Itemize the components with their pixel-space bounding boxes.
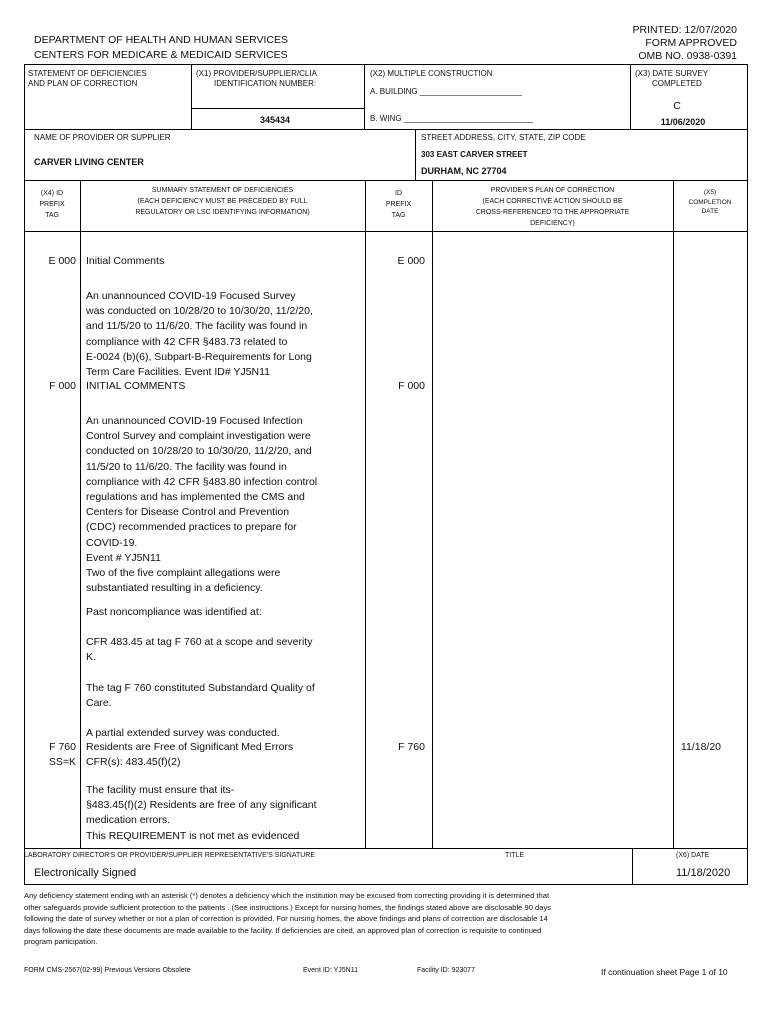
summary-header-3: REGULATORY OR LSC IDENTIFYING INFORMATION) <box>135 209 310 216</box>
cfr-scope-severity: CFR 483.45 at tag F 760 at a scope and severity K. <box>86 636 313 664</box>
printed-date: PRINTED: 12/07/2020 <box>632 24 737 36</box>
f760-title: Residents are Free of Significant Med Errors <box>86 741 294 753</box>
statement-label-2: AND PLAN OF CORRECTION <box>28 79 138 88</box>
survey-completed-date: 11/06/2020 <box>660 117 706 127</box>
id-header-2: PREFIX <box>385 201 412 208</box>
id-header-1: ID <box>395 190 402 197</box>
page-number: If continuation sheet Page 1 of 10 <box>601 967 728 977</box>
agency-name: CENTERS FOR MEDICARE & MEDICAID SERVICES <box>34 49 288 61</box>
past-noncompliance: Past noncompliance was identified at: <box>86 606 262 618</box>
summary-header-1: SUMMARY STATEMENT OF DEFICIENCIES <box>151 187 294 194</box>
plan-header-3: CROSS-REFERENCED TO THE APPROPRIATE <box>475 209 630 216</box>
f760-requirement: The facility must ensure that its- §483.45(f)(2) Residents are free of any significant medication errors. This REQUIREMENT is not met as evidenced <box>86 784 317 842</box>
statement-label-1: STATEMENT OF DEFICIENCIES <box>28 69 147 78</box>
disclaimer: Any deficiency statement ending with an asterisk (*) denotes a deficiency which the institution may be excused from correcting providing it is determined that other safeguards provide sufficient protection to the patients . (See instructions.) Except for nursing homes, the findings stated above are disclosable 90 days following the date of survey whether or not a plan of correction is provided. For nursing homes, the above findings and plans of correction are disclosable 14 days following the date these documents are made available to the facility. If deficiencies are cited, an approved plan of correction is requisite to continued program participation. <box>24 891 552 947</box>
x3-letter: C <box>673 100 681 112</box>
f000-comment: An unannounced COVID-19 Focused Infection Control Survey and complaint investigation were conducted on 10/28/20 to 10/30/20, 11/2/20, and 11/5/20 to 11/6/20. The facility was found in compliance with 42 CFR §483.80 infection control regulations and has implemented the CMS and Centers for Disease Control and Prevention (CDC) recommended practices to prepare for COVID-19. Event # YJ5N11 Two of the five complaint allegations were substantiated resulting in a deficiency. <box>86 415 318 595</box>
id-header-3: TAG <box>391 212 406 219</box>
f760-scope-severity: SS=K <box>48 756 76 768</box>
e000-prefix-tag: E 000 <box>48 255 76 267</box>
e000-comment: An unannounced COVID-19 Focused Survey was conducted on 10/28/20 to 10/30/20, 11/2/20, and 11/5/20 to 11/6/20. The facility was found in compliance with 42 CFR §483.73 related to E-0024 (b)(6), Subpart-B-Requirements for Long Term Care Facilities. Event ID# YJ5N11 <box>86 290 313 379</box>
x5-header-2: COMPLETION <box>688 198 732 206</box>
signature-value: Electronically Signed <box>34 867 137 879</box>
signature-label: LABORATORY DIRECTOR'S OR PROVIDER/SUPPLIER REPRESENTATIVE'S SIGNATURE <box>24 852 316 859</box>
partial-survey: A partial extended survey was conducted. <box>86 727 280 739</box>
f000-title: INITIAL COMMENTS <box>86 380 186 392</box>
x2-building: A. BUILDING _______________________ <box>370 87 523 96</box>
date-label: (X6) DATE <box>676 852 710 859</box>
address-label: STREET ADDRESS, CITY, STATE, ZIP CODE <box>421 133 586 142</box>
provider-id-number: 345434 <box>260 115 291 125</box>
plan-header-4: DEFICIENCY) <box>530 220 575 227</box>
plan-header-1: PROVIDER'S PLAN OF CORRECTION <box>490 187 615 194</box>
address-city: DURHAM, NC 27704 <box>421 166 507 176</box>
provider-name-label: NAME OF PROVIDER OR SUPPLIER <box>34 133 171 142</box>
f760-id-tag: F 760 <box>398 741 425 753</box>
x5-header-1: (X5) <box>703 189 717 196</box>
substandard-care: The tag F 760 constituted Substandard Quality of Care. <box>86 682 315 710</box>
x1-label-2: IDENTIFICATION NUMBER: <box>214 79 317 88</box>
f760-cfr: CFR(s): 483.45(f)(2) <box>86 756 181 768</box>
x5-header-3: DATE <box>701 208 719 215</box>
plan-header-2: (EACH CORRECTIVE ACTION SHOULD BE <box>482 198 623 205</box>
signature-date: 11/18/2020 <box>676 867 731 879</box>
x4-label-1: (X4) ID <box>40 190 64 197</box>
provider-name: CARVER LIVING CENTER <box>34 157 144 167</box>
address-street: 303 EAST CARVER STREET <box>421 150 528 159</box>
form-approved: FORM APPROVED <box>645 37 737 49</box>
x3-label-1: (X3) DATE SURVEY <box>635 69 709 78</box>
omb-number: OMB NO. 0938-0391 <box>638 50 737 62</box>
x3-label-2: COMPLETED <box>652 79 702 88</box>
department-name: DEPARTMENT OF HEALTH AND HUMAN SERVICES <box>34 34 288 46</box>
x2-label: (X2) MULTIPLE CONSTRUCTION <box>370 69 493 78</box>
title-label: TITLE <box>505 852 525 859</box>
x4-label-2: PREFIX <box>39 201 65 208</box>
f760-prefix-tag: F 760 <box>49 741 76 753</box>
e000-title: Initial Comments <box>86 255 165 267</box>
x1-label-1: (X1) PROVIDER/SUPPLIER/CLIA <box>196 69 317 78</box>
form-number: FORM CMS-2567(02-99) Previous Versions Obsolete <box>24 967 191 974</box>
e000-id-tag: E 000 <box>397 255 425 267</box>
summary-header-2: (EACH DEFICIENCY MUST BE PRECEDED BY FULL <box>137 198 308 205</box>
f000-prefix-tag: F 000 <box>49 380 76 392</box>
x4-label-3: TAG <box>45 212 59 219</box>
x2-wing: B. WING _____________________________ <box>370 114 533 123</box>
event-id: Event ID: YJ5N11 <box>303 967 358 974</box>
f760-completion-date: 11/18/20 <box>680 741 721 753</box>
f000-id-tag: F 000 <box>398 380 425 392</box>
facility-id: Facility ID: 923077 <box>417 967 475 974</box>
